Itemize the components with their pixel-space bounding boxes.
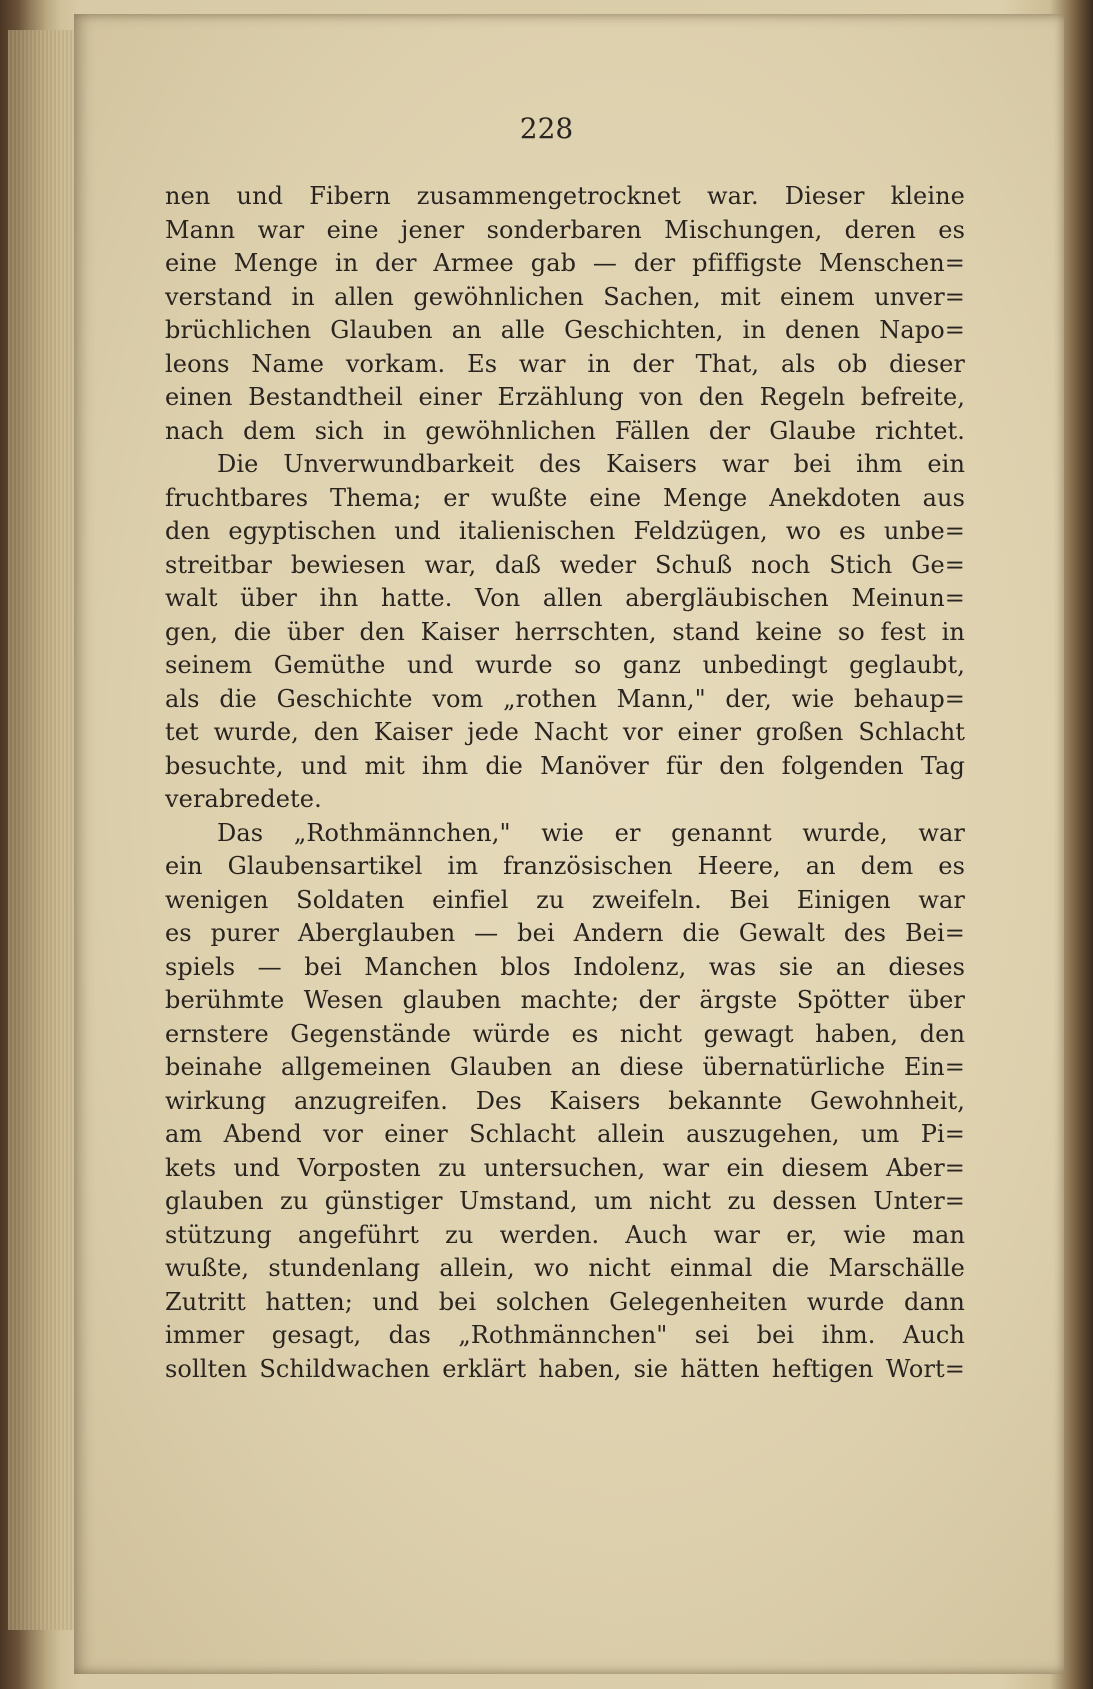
- text-line: Die Unverwundbarkeit des Kaisers war bei ihm ein: [217, 450, 965, 478]
- text-line: fruchtbares Thema; er wußte eine Menge Anekdoten aus: [165, 483, 965, 512]
- text-line: Das „Rothmännchen," wie er genannt wurde, war: [217, 818, 965, 847]
- text-line: besuchte, und mit ihm die Manöver für den folgenden Tag: [165, 751, 965, 780]
- body-text: [165, 180, 965, 1386]
- text-line: beinahe allgemeinen Glauben an diese übernatürliche Ein=: [165, 1053, 965, 1081]
- text-line: Zutritt hatten; und bei solchen Gelegenheiten wurde dann: [165, 1287, 965, 1316]
- page-edges: [8, 30, 78, 1630]
- text-line: einen Bestandtheil einer Erzählung von den Regeln befreite,: [165, 383, 965, 411]
- text-line: wußte, stundenlang allein, wo nicht einmal die Marschälle: [165, 1254, 965, 1282]
- page-number: 228: [519, 112, 574, 145]
- text-line: berühmte Wesen glauben machte; der ärgste Spötter über: [165, 986, 965, 1014]
- text-line: immer gesagt, das „Rothmännchen" sei bei ihm. Auch: [165, 1321, 965, 1349]
- text-line: gen, die über den Kaiser herrschten, stand keine so fest in: [165, 617, 965, 646]
- text-line: streitbar bewiesen war, daß weder Schuß noch Stich Ge=: [165, 550, 965, 579]
- text-line: stützung angeführt zu werden. Auch war er, wie man: [165, 1220, 965, 1249]
- text-line: brüchlichen Glauben an alle Geschichten, in denen Napo=: [165, 316, 965, 344]
- text-line: am Abend vor einer Schlacht allein auszugehen, um Pi=: [165, 1120, 965, 1148]
- text-line: seinem Gemüthe und wurde so ganz unbedingt geglaubt,: [165, 651, 965, 679]
- text-line: es purer Aberglauben — bei Andern die Gewalt des Bei=: [165, 919, 965, 947]
- text-line: walt über ihn hatte. Von allen abergläubischen Meinun=: [165, 584, 965, 612]
- text-line: verabredete.: [165, 785, 322, 813]
- text-line: verstand in allen gewöhnlichen Sachen, mit einem unver=: [165, 282, 965, 311]
- text-line: wirkung anzugreifen. Des Kaisers bekannte Gewohnheit,: [165, 1086, 965, 1115]
- text-line: spiels — bei Manchen blos Indolenz, was sie an dieses: [165, 952, 965, 981]
- text-line: leons Name vorkam. Es war in der That, als ob dieser: [165, 349, 965, 378]
- text-line: nen und Fibern zusammengetrocknet war. Dieser kleine: [165, 182, 965, 210]
- text-line: glauben zu günstiger Umstand, um nicht zu dessen Unter=: [165, 1187, 965, 1215]
- text-line: Mann war eine jener sonderbaren Mischungen, deren es: [165, 215, 965, 244]
- text-line: ein Glaubensartikel im französischen Heere, an dem es: [165, 852, 965, 880]
- text-line: als die Geschichte vom „rothen Mann," der, wie behaup=: [165, 684, 965, 713]
- text-line: ernstere Gegenstände würde es nicht gewagt haben, den: [165, 1019, 965, 1048]
- text-line: kets und Vorposten zu untersuchen, war ein diesem Aber=: [165, 1153, 965, 1182]
- text-line: tet wurde, den Kaiser jede Nacht vor einer großen Schlacht: [165, 718, 965, 746]
- text-line: nach dem sich in gewöhnlichen Fällen der Glaube richtet.: [165, 416, 965, 445]
- text-line: eine Menge in der Armee gab — der pfiffigste Menschen=: [165, 249, 965, 277]
- text-line: den egyptischen und italienischen Feldzügen, wo es unbe=: [165, 517, 965, 545]
- text-line: wenigen Soldaten einfiel zu zweifeln. Bei Einigen war: [165, 885, 965, 914]
- text-line: sollten Schildwachen erklärt haben, sie hätten heftigen Wort=: [165, 1354, 965, 1383]
